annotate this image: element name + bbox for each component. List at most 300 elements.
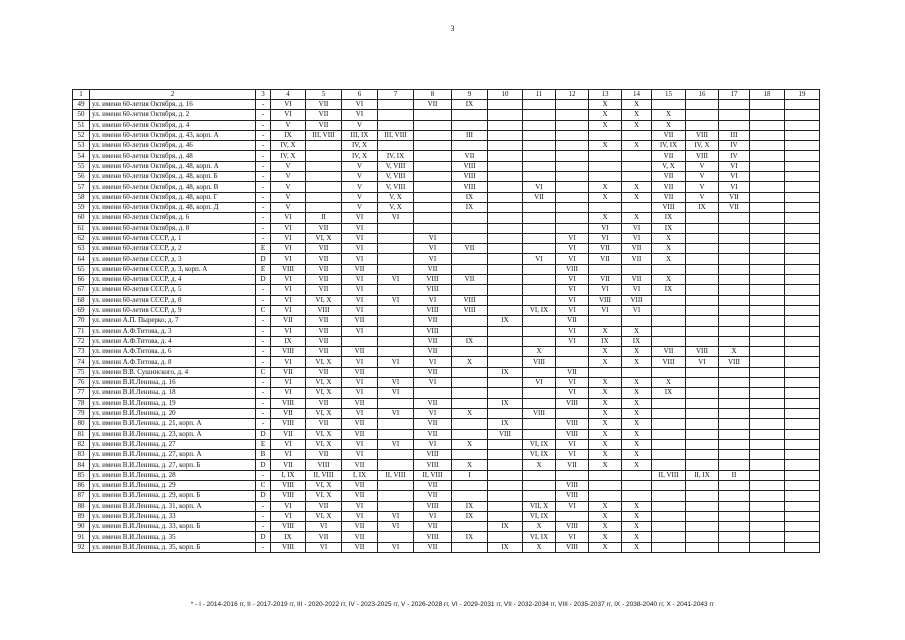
table-cell: VIII	[414, 285, 452, 295]
table-cell: VII	[271, 460, 306, 470]
table-cell: VII	[271, 429, 306, 439]
table-cell: VI	[306, 542, 342, 552]
table-cell	[414, 213, 452, 223]
table-cell	[452, 542, 488, 552]
table-cell: X	[589, 182, 622, 192]
table-cell	[750, 326, 785, 336]
table-cell	[686, 120, 719, 130]
table-cell	[719, 429, 750, 439]
address-cell: ул. имени 60-летия Октября, д. 48, корп. Г	[90, 192, 256, 202]
table-cell	[750, 285, 785, 295]
row-number-cell: 74	[73, 357, 90, 367]
class-cell: -	[256, 398, 271, 408]
table-cell	[785, 408, 820, 418]
table-cell: X	[452, 439, 488, 449]
table-cell: III	[719, 130, 750, 140]
table-cell	[556, 172, 589, 182]
table-cell	[785, 285, 820, 295]
table-cell: VI	[378, 408, 414, 418]
table-cell	[414, 182, 452, 192]
table-cell: VIII	[306, 305, 342, 315]
table-cell: VIII	[652, 357, 686, 367]
class-cell: -	[256, 141, 271, 151]
address-cell: ул. имени А.Ф.Титова, д. 8	[90, 357, 256, 367]
table-cell: VI, X	[306, 439, 342, 449]
class-cell: -	[256, 336, 271, 346]
address-cell: ул. имени А.Ф.Титова, д. 6	[90, 347, 256, 357]
table-cell: VI	[342, 285, 378, 295]
table-row	[73, 378, 820, 388]
table-cell	[686, 522, 719, 532]
table-cell	[378, 233, 414, 243]
table-cell: IV, X	[342, 141, 378, 151]
table-cell: VIII	[523, 357, 556, 367]
table-cell: VI	[414, 408, 452, 418]
table-cell: VI	[556, 275, 589, 285]
table-cell: X	[652, 244, 686, 254]
row-number-cell: 73	[73, 347, 90, 357]
row-number-cell: 71	[73, 326, 90, 336]
address-cell: ул. имени 60-летия Октября, д. 48, корп. Д	[90, 202, 256, 212]
table-cell: VII, X	[523, 501, 556, 511]
table-cell: VII	[414, 336, 452, 346]
table-cell: V	[342, 182, 378, 192]
column-number-cell: 3	[256, 90, 271, 100]
table-row	[73, 429, 820, 439]
table-cell: VI, X	[306, 378, 342, 388]
table-cell: X	[622, 398, 652, 408]
table-cell: VII	[414, 480, 452, 490]
table-cell	[378, 223, 414, 233]
table-cell: VII	[414, 398, 452, 408]
table-cell: VI	[342, 254, 378, 264]
table-cell: V	[686, 192, 719, 202]
table-cell	[589, 161, 622, 171]
table-cell: VI	[556, 254, 589, 264]
table-cell	[719, 223, 750, 233]
table-row	[73, 264, 820, 274]
table-row	[73, 100, 820, 110]
table-cell	[686, 326, 719, 336]
table-row	[73, 326, 820, 336]
table-cell	[488, 233, 523, 243]
table-cell: VII	[306, 367, 342, 377]
table-cell: V	[342, 192, 378, 202]
table-cell	[785, 419, 820, 429]
table-cell	[652, 429, 686, 439]
table-cell: VI, IX	[523, 439, 556, 449]
row-number-cell: 63	[73, 244, 90, 254]
table-cell	[652, 326, 686, 336]
table-cell	[652, 305, 686, 315]
table-cell: VII	[342, 367, 378, 377]
table-cell	[719, 100, 750, 110]
table-cell: VI	[414, 254, 452, 264]
column-number-cell: 12	[556, 90, 589, 100]
table-cell: VI	[378, 357, 414, 367]
table-cell	[750, 439, 785, 449]
table-cell	[652, 295, 686, 305]
table-cell: VIII	[556, 419, 589, 429]
table-cell	[414, 151, 452, 161]
table-cell: IX	[652, 285, 686, 295]
table-cell	[652, 408, 686, 418]
table-cell	[622, 491, 652, 501]
address-cell: ул. имени В.И.Ленина, д. 21, корп. А	[90, 419, 256, 429]
table-cell	[378, 491, 414, 501]
table-cell	[750, 419, 785, 429]
table-cell: VIII	[622, 295, 652, 305]
table-row	[73, 182, 820, 192]
table-row	[73, 295, 820, 305]
table-cell: VI, X	[306, 480, 342, 490]
table-cell: VII	[342, 542, 378, 552]
class-cell: -	[256, 202, 271, 212]
table-cell: VI, X	[306, 408, 342, 418]
table-cell: VI	[556, 305, 589, 315]
table-cell: II, IX	[686, 470, 719, 480]
class-cell: -	[256, 511, 271, 521]
table-cell	[652, 511, 686, 521]
table-cell	[452, 326, 488, 336]
address-cell: ул. имени 60-летия СССР, д. 5	[90, 285, 256, 295]
row-number-cell: 92	[73, 542, 90, 552]
table-cell	[378, 336, 414, 346]
table-row	[73, 408, 820, 418]
table-cell	[785, 511, 820, 521]
table-cell: VII	[652, 151, 686, 161]
table-cell: VII	[652, 130, 686, 140]
table-cell: X	[589, 439, 622, 449]
table-cell	[785, 532, 820, 542]
column-number-cell: 7	[378, 90, 414, 100]
table-cell: VI, X	[306, 429, 342, 439]
address-cell: ул. имени 60-летия Октября, д. 48, корп. В	[90, 182, 256, 192]
table-cell	[686, 429, 719, 439]
table-cell	[785, 388, 820, 398]
table-cell	[785, 336, 820, 346]
table-cell	[523, 172, 556, 182]
address-cell: ул. имени 60-летия Октября, д. 48	[90, 151, 256, 161]
table-cell: V	[686, 182, 719, 192]
table-cell: IX	[452, 511, 488, 521]
table-cell: VIII	[452, 172, 488, 182]
table-cell: VIII	[556, 542, 589, 552]
table-cell	[622, 151, 652, 161]
address-cell: ул. имени В.В. Сушинского, д. 4	[90, 367, 256, 377]
table-cell: VII	[306, 450, 342, 460]
table-cell: VI	[342, 233, 378, 243]
table-cell	[686, 419, 719, 429]
table-cell: VII	[452, 275, 488, 285]
column-number-cell: 8	[414, 90, 452, 100]
table-cell	[452, 367, 488, 377]
table-cell: VII	[414, 367, 452, 377]
table-cell: VII	[306, 100, 342, 110]
table-cell	[785, 100, 820, 110]
class-cell: E	[256, 264, 271, 274]
table-cell	[556, 213, 589, 223]
table-cell: VII	[342, 491, 378, 501]
table-cell	[785, 480, 820, 490]
table-cell	[719, 408, 750, 418]
table-cell	[488, 305, 523, 315]
table-cell	[414, 110, 452, 120]
table-cell: VII	[342, 480, 378, 490]
table-cell	[750, 254, 785, 264]
table-row	[73, 470, 820, 480]
table-cell: VI	[271, 295, 306, 305]
address-cell: ул. имени 60-летия Октября, д. 48, корп. Б	[90, 172, 256, 182]
class-cell: -	[256, 326, 271, 336]
row-number-cell: 82	[73, 439, 90, 449]
table-cell	[686, 275, 719, 285]
table-cell	[785, 295, 820, 305]
table-cell	[750, 542, 785, 552]
table-cell	[523, 326, 556, 336]
table-cell: IX	[488, 316, 523, 326]
table-cell	[452, 398, 488, 408]
table-cell: V, X	[378, 202, 414, 212]
table-cell	[556, 223, 589, 233]
table-cell: VI	[589, 233, 622, 243]
table-cell: VI	[271, 450, 306, 460]
row-number-cell: 53	[73, 141, 90, 151]
table-cell: IX	[488, 419, 523, 429]
table-cell: VII	[342, 347, 378, 357]
table-row	[73, 151, 820, 161]
table-cell	[556, 120, 589, 130]
table-cell: VII	[342, 316, 378, 326]
table-cell	[523, 398, 556, 408]
row-number-cell: 64	[73, 254, 90, 264]
column-number-cell: 13	[589, 90, 622, 100]
row-number-cell: 89	[73, 511, 90, 521]
table-cell	[686, 450, 719, 460]
table-cell	[488, 264, 523, 274]
table-cell	[750, 408, 785, 418]
table-cell: X	[589, 398, 622, 408]
address-cell: ул. имени 60-летия СССР, д. 3	[90, 254, 256, 264]
table-cell: VIII	[589, 295, 622, 305]
table-cell: II, VIII	[306, 470, 342, 480]
table-cell: VII	[306, 223, 342, 233]
table-cell: IV, IX	[652, 141, 686, 151]
table-cell	[378, 480, 414, 490]
table-cell: VI	[556, 233, 589, 243]
table-cell: VI	[342, 501, 378, 511]
table-cell	[523, 285, 556, 295]
table-cell	[306, 161, 342, 171]
table-cell	[719, 439, 750, 449]
table-cell	[622, 316, 652, 326]
class-cell: D	[256, 491, 271, 501]
table-cell	[523, 213, 556, 223]
table-cell: VII	[414, 491, 452, 501]
table-cell	[589, 480, 622, 490]
table-cell: V	[271, 172, 306, 182]
table-cell: IX	[652, 223, 686, 233]
table-cell: VII	[306, 326, 342, 336]
table-cell	[785, 522, 820, 532]
table-cell: VII	[306, 275, 342, 285]
table-cell	[488, 511, 523, 521]
table-cell: IV, IX	[378, 151, 414, 161]
table-cell	[686, 480, 719, 490]
table-cell	[785, 254, 820, 264]
table-cell	[452, 522, 488, 532]
table-cell: VII	[306, 120, 342, 130]
table-row	[73, 491, 820, 501]
row-number-cell: 88	[73, 501, 90, 511]
table-cell: IX	[589, 336, 622, 346]
table-cell: VIII	[271, 491, 306, 501]
table-cell	[556, 182, 589, 192]
table-cell	[378, 532, 414, 542]
table-cell: VIII	[414, 450, 452, 460]
table-cell: VI	[271, 223, 306, 233]
class-cell: E	[256, 244, 271, 254]
table-cell	[488, 110, 523, 120]
table-cell	[750, 275, 785, 285]
table-cell	[719, 336, 750, 346]
row-number-cell: 65	[73, 264, 90, 274]
address-cell: ул. имени 60-летия СССР, д. 1	[90, 233, 256, 243]
table-cell	[589, 491, 622, 501]
column-number-cell: 18	[750, 90, 785, 100]
table-cell: VI	[622, 233, 652, 243]
column-number-cell: 14	[622, 90, 652, 100]
table-cell	[488, 408, 523, 418]
table-cell: VIII	[271, 522, 306, 532]
table-cell: VI, IX	[523, 450, 556, 460]
table-cell	[785, 223, 820, 233]
table-cell: X	[523, 522, 556, 532]
table-cell: VII	[306, 254, 342, 264]
table-cell	[719, 233, 750, 243]
table-cell	[622, 130, 652, 140]
table-cell	[686, 305, 719, 315]
table-cell: VIII	[488, 429, 523, 439]
table-row	[73, 141, 820, 151]
table-cell: VI, IX	[523, 305, 556, 315]
table-cell	[556, 100, 589, 110]
table-row	[73, 223, 820, 233]
table-cell	[452, 285, 488, 295]
table-cell	[785, 161, 820, 171]
table-cell	[488, 439, 523, 449]
address-cell: ул. имени 60-летия Октября, д. 4	[90, 120, 256, 130]
table-cell: X	[589, 192, 622, 202]
column-number-cell: 10	[488, 90, 523, 100]
table-cell: X	[622, 388, 652, 398]
footnote-legend: * - I - 2014-2016 гг, II - 2017-2019 гг, III - 2020-2022 гг, IV - 2023-2025 гг, V - 2026-2028 гг, VI - 2029-2031 гг, VII - 2032-2034 гг, VIII - 2035-2037 гг, IX - 2038-2040 гг, X - 2041-2043 гг	[190, 601, 715, 608]
table-cell	[452, 429, 488, 439]
table-cell: IV, X	[686, 141, 719, 151]
table-row	[73, 347, 820, 357]
row-number-cell: 54	[73, 151, 90, 161]
table-cell: X	[652, 378, 686, 388]
row-number-cell: 66	[73, 275, 90, 285]
table-cell: VII	[342, 460, 378, 470]
table-cell	[686, 367, 719, 377]
table-cell: II, VIII	[414, 470, 452, 480]
table-cell: VI	[271, 244, 306, 254]
table-cell	[785, 213, 820, 223]
address-cell: ул. имени А.П. Пырерко, д. 7	[90, 316, 256, 326]
table-cell: VII	[589, 244, 622, 254]
table-cell	[589, 264, 622, 274]
class-cell: B	[256, 450, 271, 460]
table-cell: X	[589, 326, 622, 336]
table-cell: VI	[271, 110, 306, 120]
row-number-cell: 69	[73, 305, 90, 315]
table-cell: VIII	[523, 408, 556, 418]
table-cell: VI	[378, 275, 414, 285]
table-cell: VI	[556, 532, 589, 542]
address-cell: ул. имени 60-летия СССР, д. 8	[90, 295, 256, 305]
table-cell: VI	[414, 439, 452, 449]
table-cell	[750, 532, 785, 542]
table-cell	[785, 172, 820, 182]
table-cell	[452, 450, 488, 460]
table-cell: VI	[414, 233, 452, 243]
column-number-header-row	[73, 90, 820, 100]
table-cell: VIII	[414, 275, 452, 285]
table-cell: V	[271, 202, 306, 212]
table-cell	[785, 141, 820, 151]
page-number: 3	[450, 24, 455, 33]
table-cell: V	[271, 192, 306, 202]
table-cell	[719, 491, 750, 501]
table-cell	[686, 110, 719, 120]
address-cell: ул. имени В.И.Ленина, д. 33	[90, 511, 256, 521]
table-cell	[556, 130, 589, 140]
table-row	[73, 398, 820, 408]
table-cell	[488, 120, 523, 130]
table-row	[73, 305, 820, 315]
table-cell: VIII	[452, 182, 488, 192]
table-cell: VI	[414, 511, 452, 521]
class-cell: -	[256, 408, 271, 418]
table-cell	[686, 213, 719, 223]
class-cell: -	[256, 213, 271, 223]
table-cell	[785, 347, 820, 357]
table-row	[73, 110, 820, 120]
table-cell: VI	[556, 501, 589, 511]
table-cell	[378, 100, 414, 110]
table-cell	[750, 151, 785, 161]
table-row	[73, 460, 820, 470]
class-cell: -	[256, 388, 271, 398]
table-cell	[306, 182, 342, 192]
table-cell	[652, 398, 686, 408]
table-cell	[414, 130, 452, 140]
table-cell: X	[589, 511, 622, 521]
class-cell: -	[256, 522, 271, 532]
row-number-cell: 57	[73, 182, 90, 192]
table-cell	[556, 511, 589, 521]
table-cell: VIII	[556, 398, 589, 408]
table-cell: VI	[589, 223, 622, 233]
table-cell: X	[523, 460, 556, 470]
table-cell: VI, X	[306, 388, 342, 398]
table-cell: IX	[686, 202, 719, 212]
table-cell	[719, 532, 750, 542]
table-cell: VI, X	[306, 357, 342, 367]
table-cell	[719, 244, 750, 254]
table-cell	[750, 244, 785, 254]
